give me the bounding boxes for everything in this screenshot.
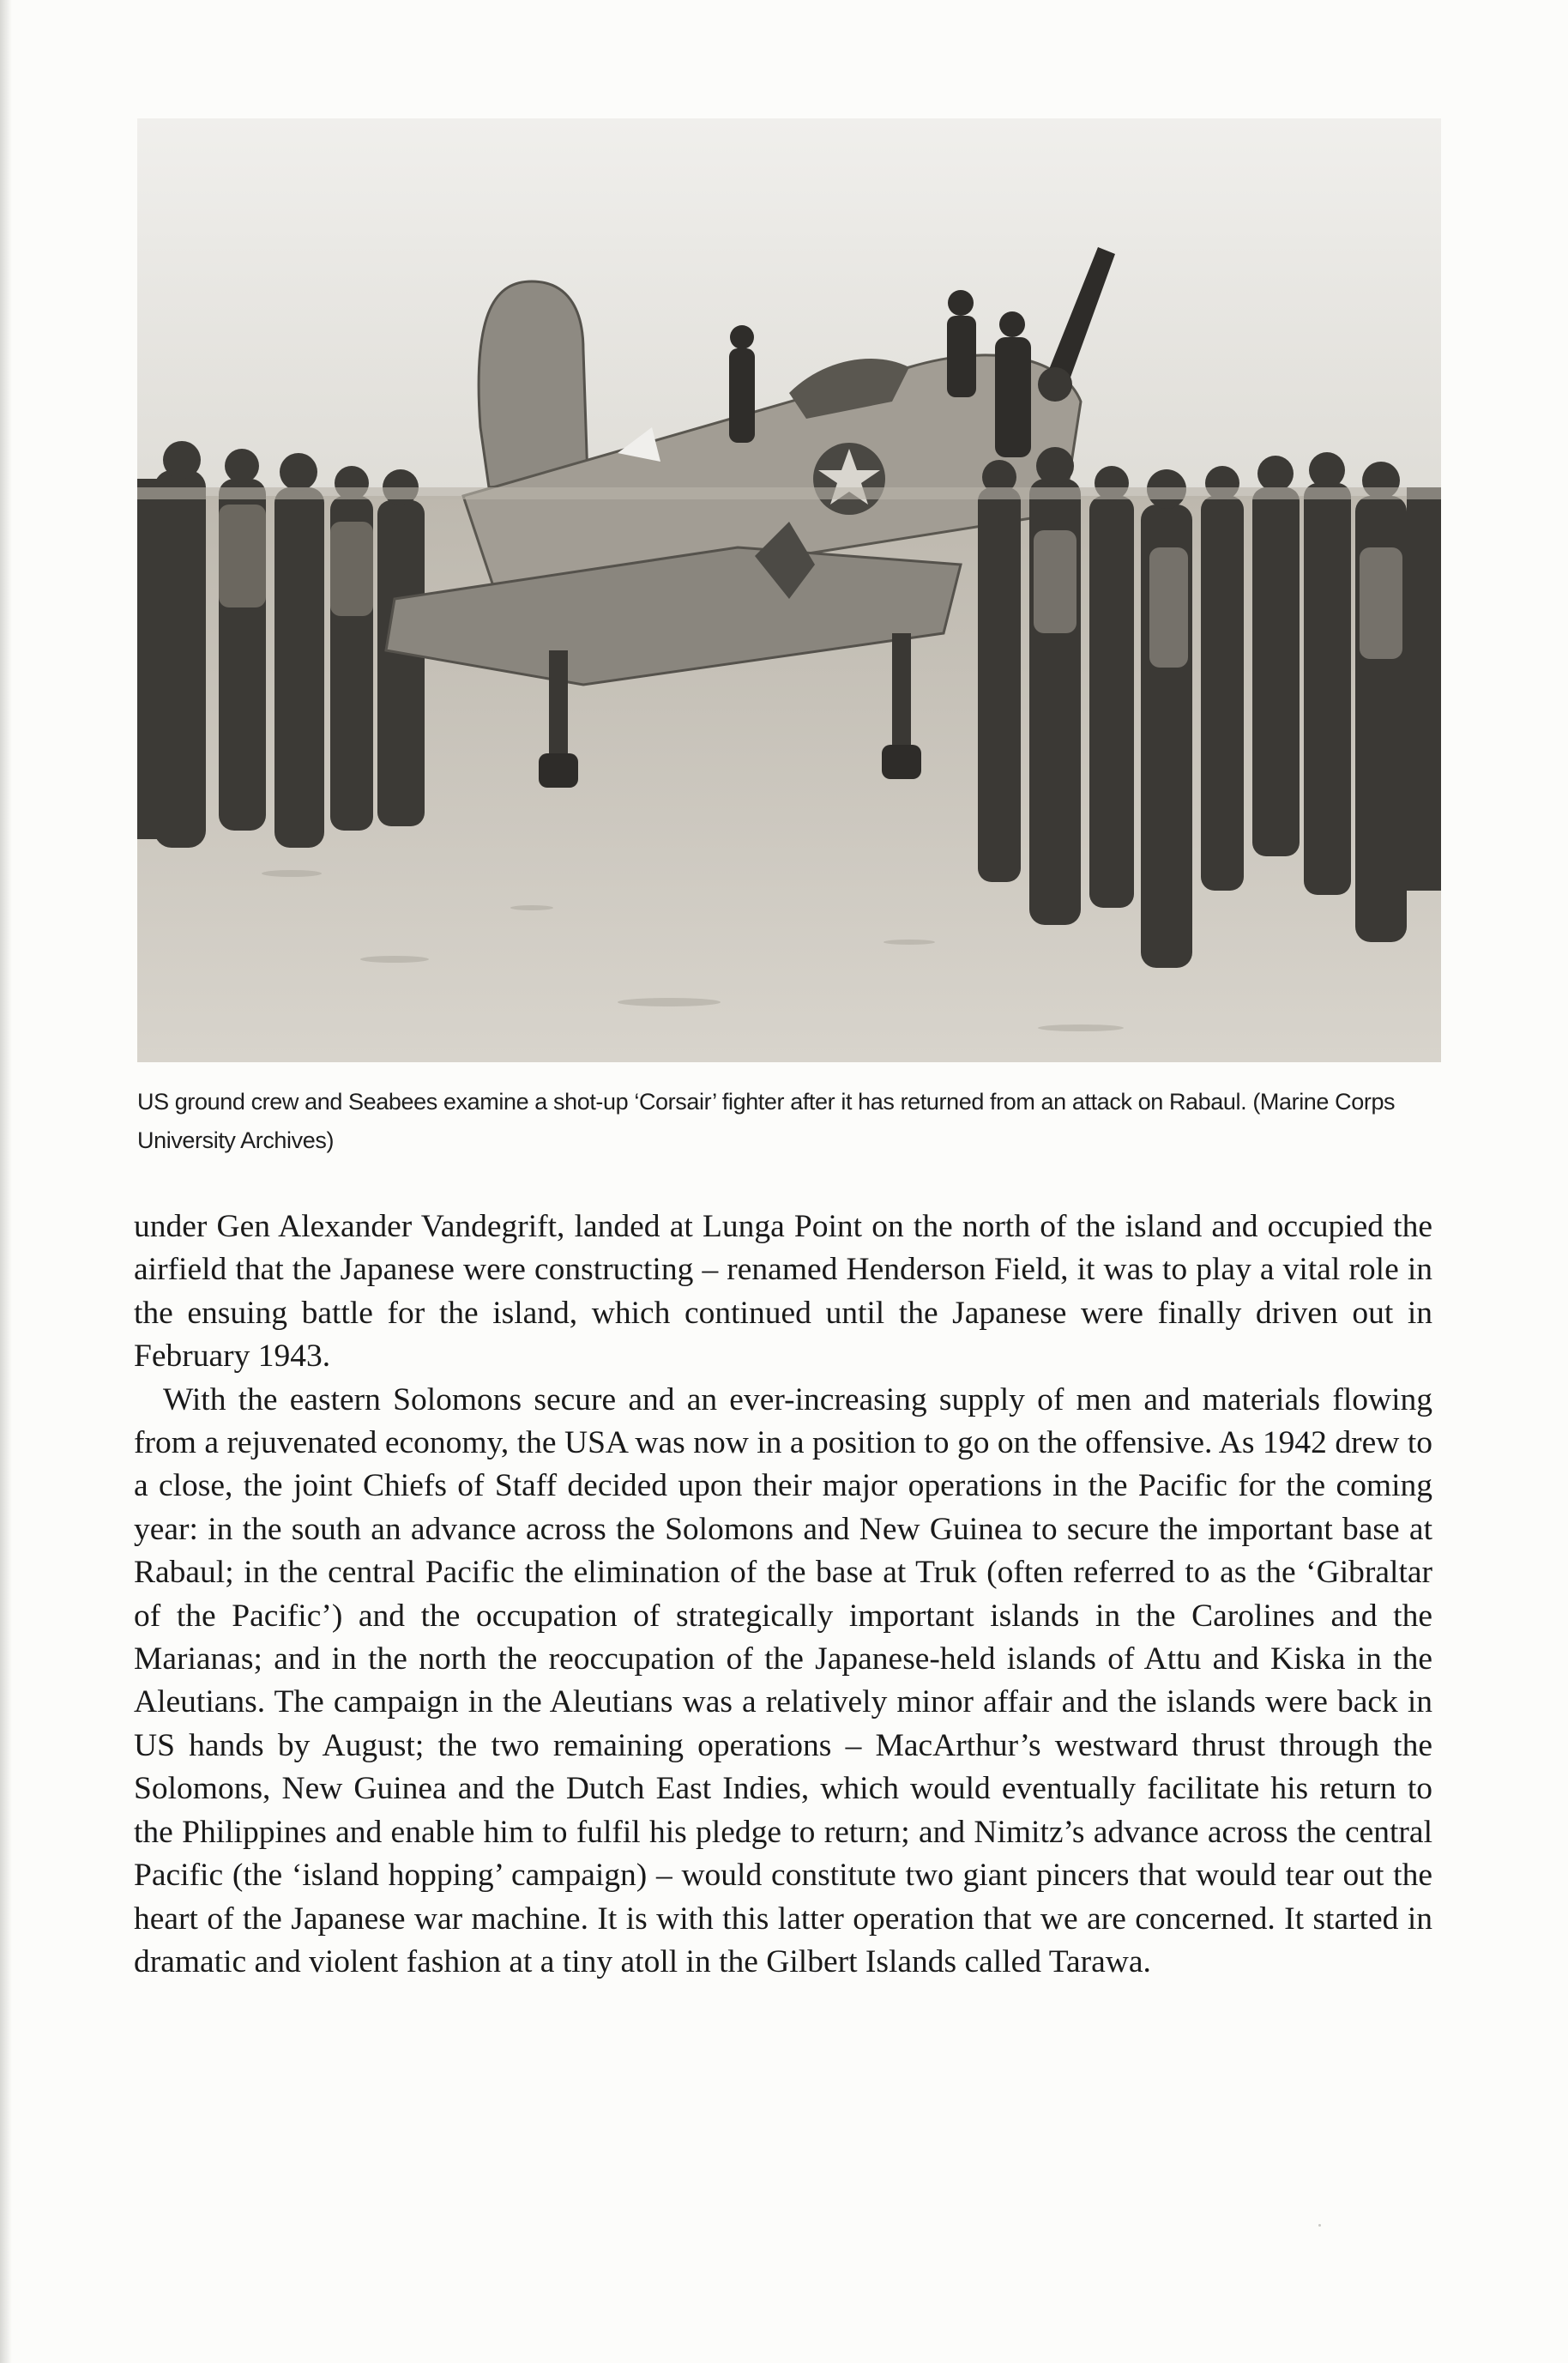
page-gutter-shadow <box>0 0 12 2363</box>
paragraph: With the eastern Solomons secure and an ever-increasing supply of men and materials flowing from a rejuvenated economy, the USA was now in a position to go on the offensive. As 1942 drew to a close, the joint Chiefs of Staff decided upon their major operations in the Pacific for the coming year: in the south an advance across the Solomons and New Guinea to secure the important base at Rabaul; in the central Pacific the elimination of the base at Truk (often referred to as the ‘Gibraltar of the Pacific’) and the occupation of strategically important islands in the Carolines and the Marianas; and in the north the reoccupation of the Japanese-held islands of Attu and Kiska in the Aleutians. The campaign in the Aleutians was a relatively minor affair and the islands were back in US hands by August; the two remaining operations – MacArthur’s westward thrust through the Solomons, New Guinea and the Dutch East Indies, which would eventually facilitate his return to the Philippines and enable him to fulfil his pledge to return; and Nimitz’s advance across the central Pacific (the ‘island hopping’ campaign) – would constitute two giant pincers that would tear out the heart of the Japanese war machine. It is with this latter operation that we are concerned. It started in dramatic and violent fashion at a tiny atoll in the Gilbert Islands called Tarawa. <box>134 1381 1432 1979</box>
corsair-photograph <box>137 118 1441 1062</box>
photo-caption: US ground crew and Seabees examine a shot-up ‘Corsair’ fighter after it has returned from an attack on Rabaul. (Marine Corps University Archives) <box>137 1089 1396 1153</box>
scan-speck <box>1318 2224 1321 2227</box>
body-text <box>134 1206 1432 1984</box>
paragraph: under Gen Alexander Vandegrift, landed at Lunga Point on the north of the island and occupied the airfield that the Japanese were constructing – renamed Henderson Field, it was to play a vital role in the ensuing battle for the island, which continued until the Japanese were finally driven out in February 1943. <box>134 1209 1432 1375</box>
